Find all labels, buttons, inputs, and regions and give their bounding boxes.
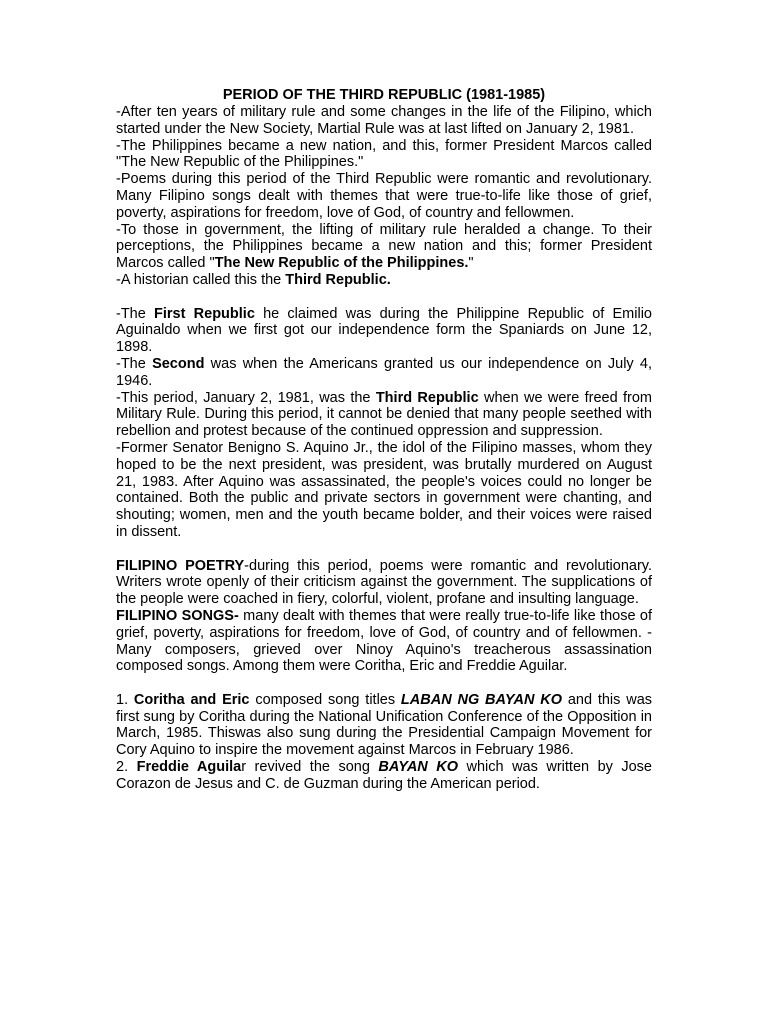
paragraph-filipino-poetry (116, 558, 652, 608)
text-run: he claimed was during the Philippine Republic of Emilio Aguinaldo when we first got our independence form the Spaniards on June 12, 1898. (116, 305, 652, 356)
paragraph-historian (116, 272, 652, 289)
text-run: r revived the song (241, 759, 379, 776)
list-item-coritha-eric (116, 692, 652, 759)
paragraph-martial-rule-lifted: -After ten years of military rule and some changes in the life of the Filipino, which started under the New Society, Martial Rule was at last lifted on January 2, 1981. (116, 104, 652, 137)
list-item-freddie-aguilar (116, 759, 652, 793)
bold-italic-run: LABAN NG BAYAN KO (400, 691, 563, 708)
text-run: -A historian called this the (116, 271, 286, 288)
text-run: 1. (116, 691, 134, 708)
bold-run: Freddie Aguila (136, 759, 242, 776)
paragraph-second-republic (116, 356, 652, 390)
paragraph-third-republic (116, 390, 652, 440)
paragraph-poems-period: -Poems during this period of the Third Republic were romantic and revolutionary. Many Filipino songs dealt with themes that were true-to-life like those of grief, poverty, aspirations for freedom, love of God, of country and fellowmen. (116, 171, 652, 221)
paragraph-filipino-songs (116, 608, 652, 675)
text-run: which was written by Jose Corazon de Jesus and C. de Guzman during the American period. (116, 759, 652, 792)
text-run: composed song titles (249, 691, 401, 708)
text-run: -The (116, 355, 153, 372)
text-run: many dealt with themes that were really true-to-life like those of grief, poverty, aspirations for freedom, love of God, of country and of fellowmen. -Many composers, grieved over Ninoy Aquino's treacherous assassination composed songs. Among them were Coritha, Eric and Freddie Aguilar. (116, 607, 652, 675)
bold-run: Third Republic. (285, 271, 391, 288)
bold-run: Third Republic (375, 389, 479, 406)
text-run: -This period, January 2, 1981, was the (116, 389, 376, 406)
paragraph-new-nation: -The Philippines became a new nation, and this, former President Marcos called "The New Republic of the Philippines." (116, 137, 652, 171)
text-run: and this was first sung by Coritha during the National Unification Conference of the Opposition in March, 1985. Thiswas also sung during the Presidential Campaign Movement for Cory Aquino to inspire the movement against Marcos in February 1986. (116, 691, 653, 759)
bold-run: FILIPINO POETRY (116, 557, 245, 574)
text-run: 2. (116, 759, 137, 776)
text-run: when we were freed from Military Rule. During this period, it cannot be denied that many people seethed with rebellion and protest because of the continued oppression and suppression. (116, 389, 652, 440)
paragraph-gap (116, 289, 652, 306)
text-run: -The (116, 305, 155, 322)
text-run: -during this period, poems were romantic and revolutionary. Writers wrote openly of their criticism against the government. The supplications of the people were coached in fiery, colorful, violent, profane and insulting language. (116, 557, 652, 608)
paragraph-gap (116, 541, 652, 558)
bold-run: Second (152, 355, 205, 372)
paragraph-aquino: -Former Senator Benigno S. Aquino Jr., the idol of the Filipino masses, whom they hoped to be the next president, was president, was brutally murdered on August 21, 1983. After Aquino was assassinated, the people's voices could no longer be contained. Both the public and private sectors in government were chanting, and shouting; women, men and the youth became bolder, and their voices were raised in dissent. (116, 439, 652, 540)
bold-run: Coritha and Eric (133, 691, 250, 708)
paragraph-first-republic (116, 306, 652, 356)
paragraph-gap (116, 675, 652, 692)
text-run: -To those in government, the lifting of military rule heralded a change. To their perceptions, the Philippines became a new nation and this; former President Marcos called " (116, 221, 652, 272)
bold-run: FILIPINO SONGS- (116, 607, 239, 624)
document-title: PERIOD OF THE THIRD REPUBLIC (1981-1985) (222, 87, 546, 103)
text-run: " (468, 255, 474, 272)
bold-run: The New Republic of the Philippines. (214, 255, 469, 272)
bold-italic-run: BAYAN KO (378, 759, 459, 776)
text-run: was when the Americans granted us our independence on July 4, 1946. (116, 355, 652, 389)
paragraph-government-change (116, 222, 652, 272)
bold-run: First Republic (154, 305, 255, 322)
